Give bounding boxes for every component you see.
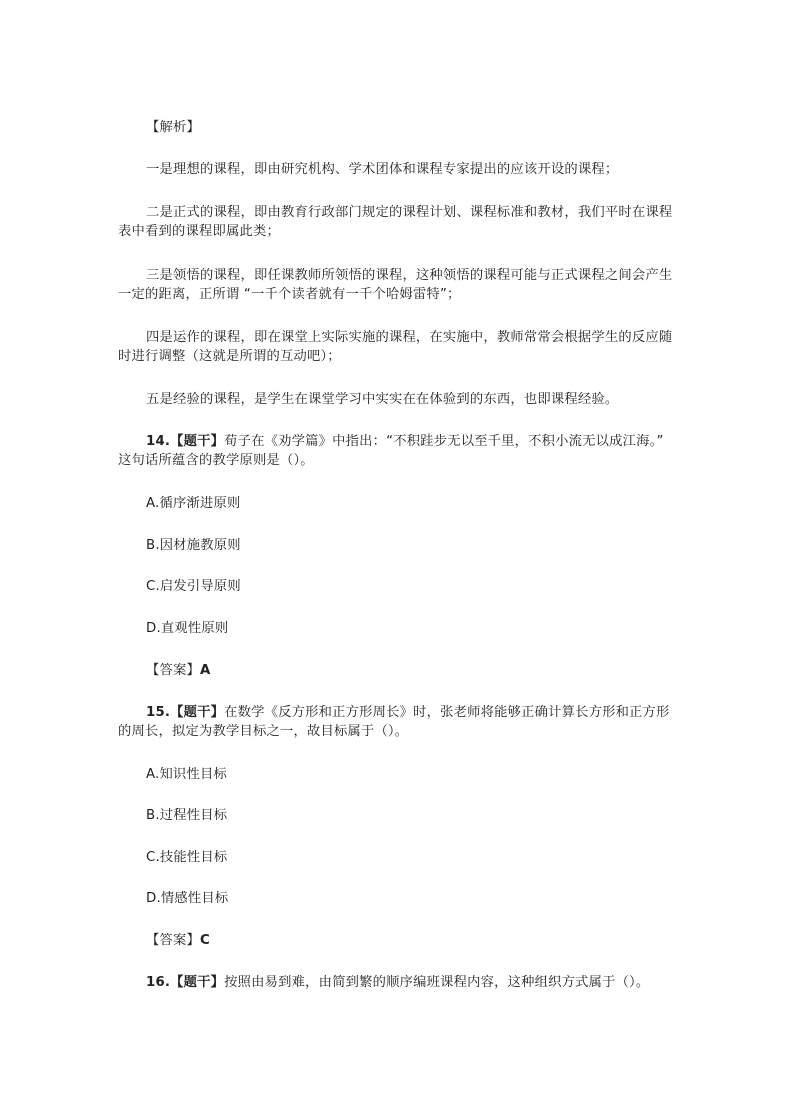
question-15-answer [146,931,666,950]
question-number: 16. [146,975,171,990]
question-14-answer [146,661,666,680]
analysis-paragraph-1: 一是理想的课程，即由研究机构、学术团体和课程专家提出的应该开设的课程； [146,162,619,177]
question-text: 荀子在《劝学篇》中指出：“不积跬步无以至千里，不积小流无以成江海。” 这句话所蕴含的教学原则是（）。 [118,434,664,468]
question-14-stem [118,432,678,470]
question-15-stem [118,703,678,741]
question-15-option-d: D.情感性目标 [146,891,229,906]
question-15-option-c: C.技能性目标 [146,850,228,865]
answer-value: A [200,663,211,678]
question-15-option-b: B.过程性目标 [146,808,228,823]
analysis-paragraph-3: 三是领悟的课程，即任课教师所领悟的课程，这种领悟的课程可能与正式课程之间会产生一定的距离，正所谓 “一千个读者就有一千个哈姆雷特”； [118,268,673,302]
answer-value: C [200,933,210,948]
analysis-paragraph-5: 五是经验的课程，是学生在课堂学习中实实在在体验到的东西，也即课程经验。 [146,392,619,407]
question-tag: 【题干】 [170,434,225,449]
analysis-paragraph-4: 四是运作的课程，即在课堂上实际实施的课程，在实施中，教师常常会根据学生的反应随时进行调整（这就是所谓的互动吧）； [118,330,673,364]
question-tag: 【题干】 [170,705,225,720]
question-14-option-b: B.因材施教原则 [146,538,241,553]
answer-label: 【答案】 [146,663,200,678]
question-text: 按照由易到难，由简到繁的顺序编班课程内容，这种组织方式属于（）。 [224,975,650,990]
question-text: 在数学《反方形和正方形周长》时，张老师将能够正确计算长方形和正方形的周长，拟定为教学目标之一，故目标属于（）。 [118,705,670,739]
question-number: 14. [146,434,171,449]
question-14-option-c: C.启发引导原则 [146,579,241,594]
analysis-paragraph-2: 二是正式的课程，即由教育行政部门规定的课程计划、课程标准和教材，我们平时在课程表中看到的课程即属此类； [118,205,673,239]
question-14-option-a: A.循序渐进原则 [146,496,241,511]
question-15-option-a: A.知识性目标 [146,767,227,782]
question-tag: 【题干】 [170,975,225,990]
question-16-stem [118,973,678,992]
answer-label: 【答案】 [146,933,200,948]
question-14-option-d: D.直观性原则 [146,621,229,636]
question-number: 15. [146,705,171,720]
analysis-heading: 【解析】 [146,120,200,135]
